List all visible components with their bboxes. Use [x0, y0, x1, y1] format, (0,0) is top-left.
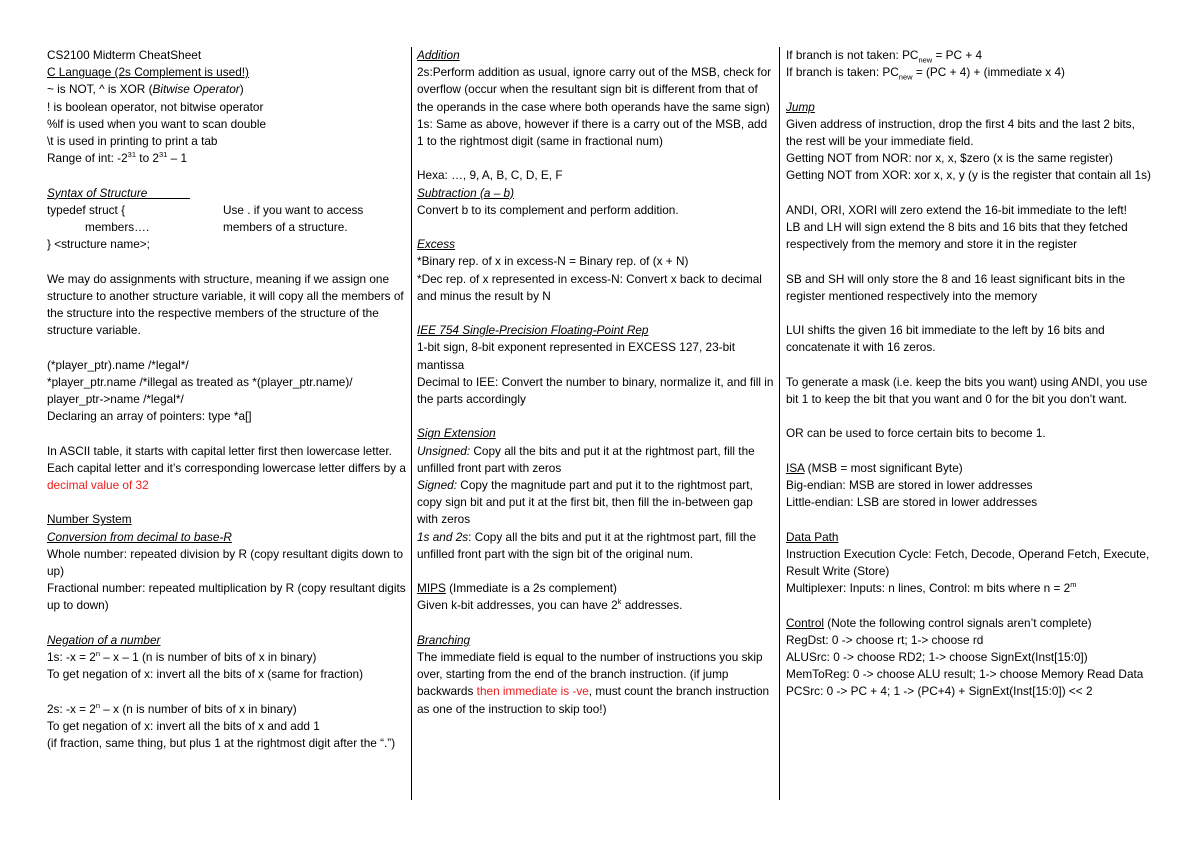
- struct-line-3: } <structure name>;: [47, 237, 150, 252]
- twos-negation-line: To get negation of x: invert all the bits of x and add 1: [47, 718, 320, 733]
- branch-highlight: then immediate is -ve: [476, 684, 589, 699]
- alusrc-line: ALUSrc: 0 -> choose RD2; 1-> choose SignExt(Inst[15:0]): [786, 649, 1088, 664]
- memtoreg-line: MemToReg: 0 -> choose ALU result; 1-> choose Memory Read Data: [786, 667, 1144, 682]
- number-system-heading: Number System: [47, 512, 132, 527]
- sb-sh-paragraph: SB and SH will only store the 8 and 16 least significant bits in the register mentioned respectively into the memory: [786, 271, 1126, 303]
- struct-line-2: members….: [85, 220, 150, 235]
- struct-note-2: members of a structure.: [223, 220, 348, 235]
- addition-2s-paragraph: 2s:Perform addition as usual, ignore carry out of the MSB, check for overflow (occur when the resultant sign bit is different from that of the operands in the case where both operands have the same sign): [417, 65, 772, 114]
- addition-1s-paragraph: 1s: Same as above, however if there is a carry out of the MSB, add 1 to the rightmost digit (same in fractional num): [417, 116, 768, 149]
- sign-extension-heading: Sign Extension: [417, 426, 496, 441]
- mips-address-line: Given k-bit addresses, you can have 2$^k$ addresses.: [417, 597, 683, 613]
- ones-negation-line: To get negation of x: invert all the bits of x (same for fraction): [47, 667, 364, 682]
- isa-heading: ISA (MSB = most significant Byte): [786, 460, 963, 475]
- or-line: OR can be used to force certain bits to become 1.: [786, 426, 1046, 441]
- lf-line: %lf is used when you want to scan double: [47, 116, 267, 131]
- column-divider-2: [779, 47, 780, 800]
- sheet-title: CS2100 Midterm CheatSheet: [47, 48, 202, 62]
- subtraction-heading: Subtraction (a – b): [417, 185, 515, 200]
- ones-complement-line: 1s: $-x = 2^n - x - 1$ (n is number of bits of x in binary): [47, 649, 317, 664]
- pointer-line-1: (*player_ptr).name /*legal*/: [47, 357, 189, 372]
- ones-twos-paragraph: 1s and 2s: Copy all the bits and put it at the rightmost part, fill the unfilled front part with the sign bit of the original num.: [417, 529, 757, 561]
- big-endian-line: Big-endian: MSB are stored in lower addresses: [786, 477, 1033, 492]
- xor-line: Getting NOT from XOR: xor x, x, y (y is the register that contain all 1s): [786, 168, 1151, 183]
- jump-paragraph: Given address of instruction, drop the first 4 bits and the last 2 bits, the rest will be your immediate field.: [786, 116, 1135, 148]
- branching-paragraph: The immediate field is equal to the number of instructions you skip over, starting from the end of the branch instruction. (if jump backwards then immediate is -ve, must count the branch instruction as one of the instruction to skip too!): [417, 650, 770, 716]
- branch-not-taken-line: If branch is not taken: $PC_{new}$ = PC + 4: [786, 48, 983, 65]
- data-path-heading: Data Path: [786, 529, 839, 544]
- excess-line-1: *Binary rep. of x in excess-N = Binary rep. of (x + N): [417, 254, 689, 269]
- excess-heading: Excess: [417, 237, 456, 252]
- twos-fraction-line: (if fraction, same thing, but plus 1 at the rightmost digit after the “.”): [47, 736, 396, 750]
- excess-line-2: *Dec rep. of x represented in excess-N: Convert x back to decimal and minus the result by N: [417, 271, 762, 303]
- ascii-paragraph: In ASCII table, it starts with capital letter first then lowercase letter. Each capital letter and it’s corresponding lowercase letter differs by a decimal value of 32: [47, 443, 406, 492]
- column-3: [786, 47, 1152, 701]
- column-2: [417, 47, 775, 718]
- assignment-paragraph: We may do assignments with structure, meaning if we assign one structure to another structure variable, it will copy all the members of the structure into the respective members of the structure of the structure variable.: [47, 271, 404, 338]
- column-divider-1: [411, 47, 412, 800]
- struct-note-1: Use . if you want to access: [223, 202, 364, 217]
- iee-line-1: 1-bit sign, 8-bit exponent represented in EXCESS 127, 23-bit mantissa: [417, 340, 736, 372]
- pointer-line-3: player_ptr->name /*legal*/: [47, 392, 184, 406]
- addition-heading: Addition: [417, 48, 460, 62]
- branching-heading: Branching: [417, 632, 471, 647]
- unsigned-paragraph: Unsigned: Copy all the bits and put it at the rightmost part, fill the unfilled front part with zeros: [417, 443, 755, 475]
- not-xor-line: ~ is NOT, ^ is XOR (Bitwise Operator): [47, 82, 244, 97]
- hexa-line: Hexa: …, 9, A, B, C, D, E, F: [417, 168, 563, 183]
- jump-heading: Jump: [786, 99, 815, 114]
- iee-heading: IEE 754 Single-Precision Floating-Point Rep: [417, 323, 649, 338]
- branch-taken-line: If branch is taken: $PC_{new} = (PC + 4)$ + (immediate x 4): [786, 65, 1065, 82]
- column-1: [47, 47, 409, 752]
- mips-heading: MIPS (Immediate is a 2s complement): [417, 581, 617, 596]
- syntax-heading: Syntax of Structure: [47, 185, 148, 200]
- bool-op-line: ! is boolean operator, not bitwise operator: [47, 99, 264, 114]
- ascii-highlight: decimal value of 32: [47, 478, 149, 492]
- execution-cycle-line: Instruction Execution Cycle: Fetch, Decode, Operand Fetch, Execute, Result Write (Store): [786, 546, 1150, 578]
- conversion-heading: Conversion from decimal to base-R: [47, 529, 232, 544]
- nor-line: Getting NOT from NOR: nor x, x, $zero (x is the same register): [786, 151, 1113, 166]
- fractional-number-line: Fractional number: repeated multiplication by R (copy resultant digits up to down): [47, 581, 406, 613]
- struct-line-1: typedef struct {: [47, 202, 126, 217]
- control-heading: Control (Note the following control signals aren’t complete): [786, 615, 1092, 630]
- little-endian-line: Little-endian: LSB are stored in lower addresses: [786, 495, 1038, 510]
- twos-complement-line: 2s: $-x = 2^n - x$ (n is number of bits of x in binary): [47, 700, 297, 716]
- tab-line: \t is used in printing to print a tab: [47, 134, 218, 149]
- int-range-line: Range of int: $-2^{31}$ to $2^{31} - 1$: [47, 150, 188, 166]
- andi-paragraph: ANDI, ORI, XORI will zero extend the 16-bit immediate to the left!: [786, 202, 1127, 217]
- negation-heading: Negation of a number: [47, 632, 161, 647]
- lb-lh-paragraph: LB and LH will sign extend the 8 bits and 16 bits that they fetched respectively from the memory and store it in the register: [786, 220, 1128, 252]
- c-language-heading: C Language (2s Complement is used!): [47, 65, 249, 80]
- whole-number-line: Whole number: repeated division by R (copy resultant digits down to up): [47, 546, 404, 578]
- signed-paragraph: Signed: Copy the magnitude part and put it to the rightmost part, copy sign bit and put it at the first bit, then fill the in-between gap with zeros: [417, 478, 753, 527]
- multiplexer-line: Multiplexer: Inputs: n lines, Control: m bits where $n = 2^m$: [786, 580, 1077, 596]
- lui-paragraph: LUI shifts the given 16 bit immediate to the left by 16 bits and concatenate it with 16 zeros.: [786, 323, 1105, 355]
- mask-paragraph: To generate a mask (i.e. keep the bits you want) using ANDI, you use bit 1 to keep the bit that you want and 0 for the bit you don’t want.: [786, 374, 1148, 406]
- pcsrc-line: PCSrc: 0 -> PC + 4; 1 -> (PC+4) + SignExt(Inst[15:0]) << 2: [786, 684, 1093, 699]
- iee-line-2: Decimal to IEE: Convert the number to binary, normalize it, and fill in the parts accordingly: [417, 374, 774, 407]
- pointer-line-4: Declaring an array of pointers: type *a[]: [47, 409, 252, 424]
- regdst-line: RegDst: 0 -> choose rt; 1-> choose rd: [786, 632, 984, 647]
- subtraction-line: Convert b to its complement and perform addition.: [417, 202, 679, 217]
- struct-syntax-block: [47, 202, 409, 254]
- pointer-line-2: *player_ptr.name /*illegal as treated as *(player_ptr.name)/: [47, 374, 353, 389]
